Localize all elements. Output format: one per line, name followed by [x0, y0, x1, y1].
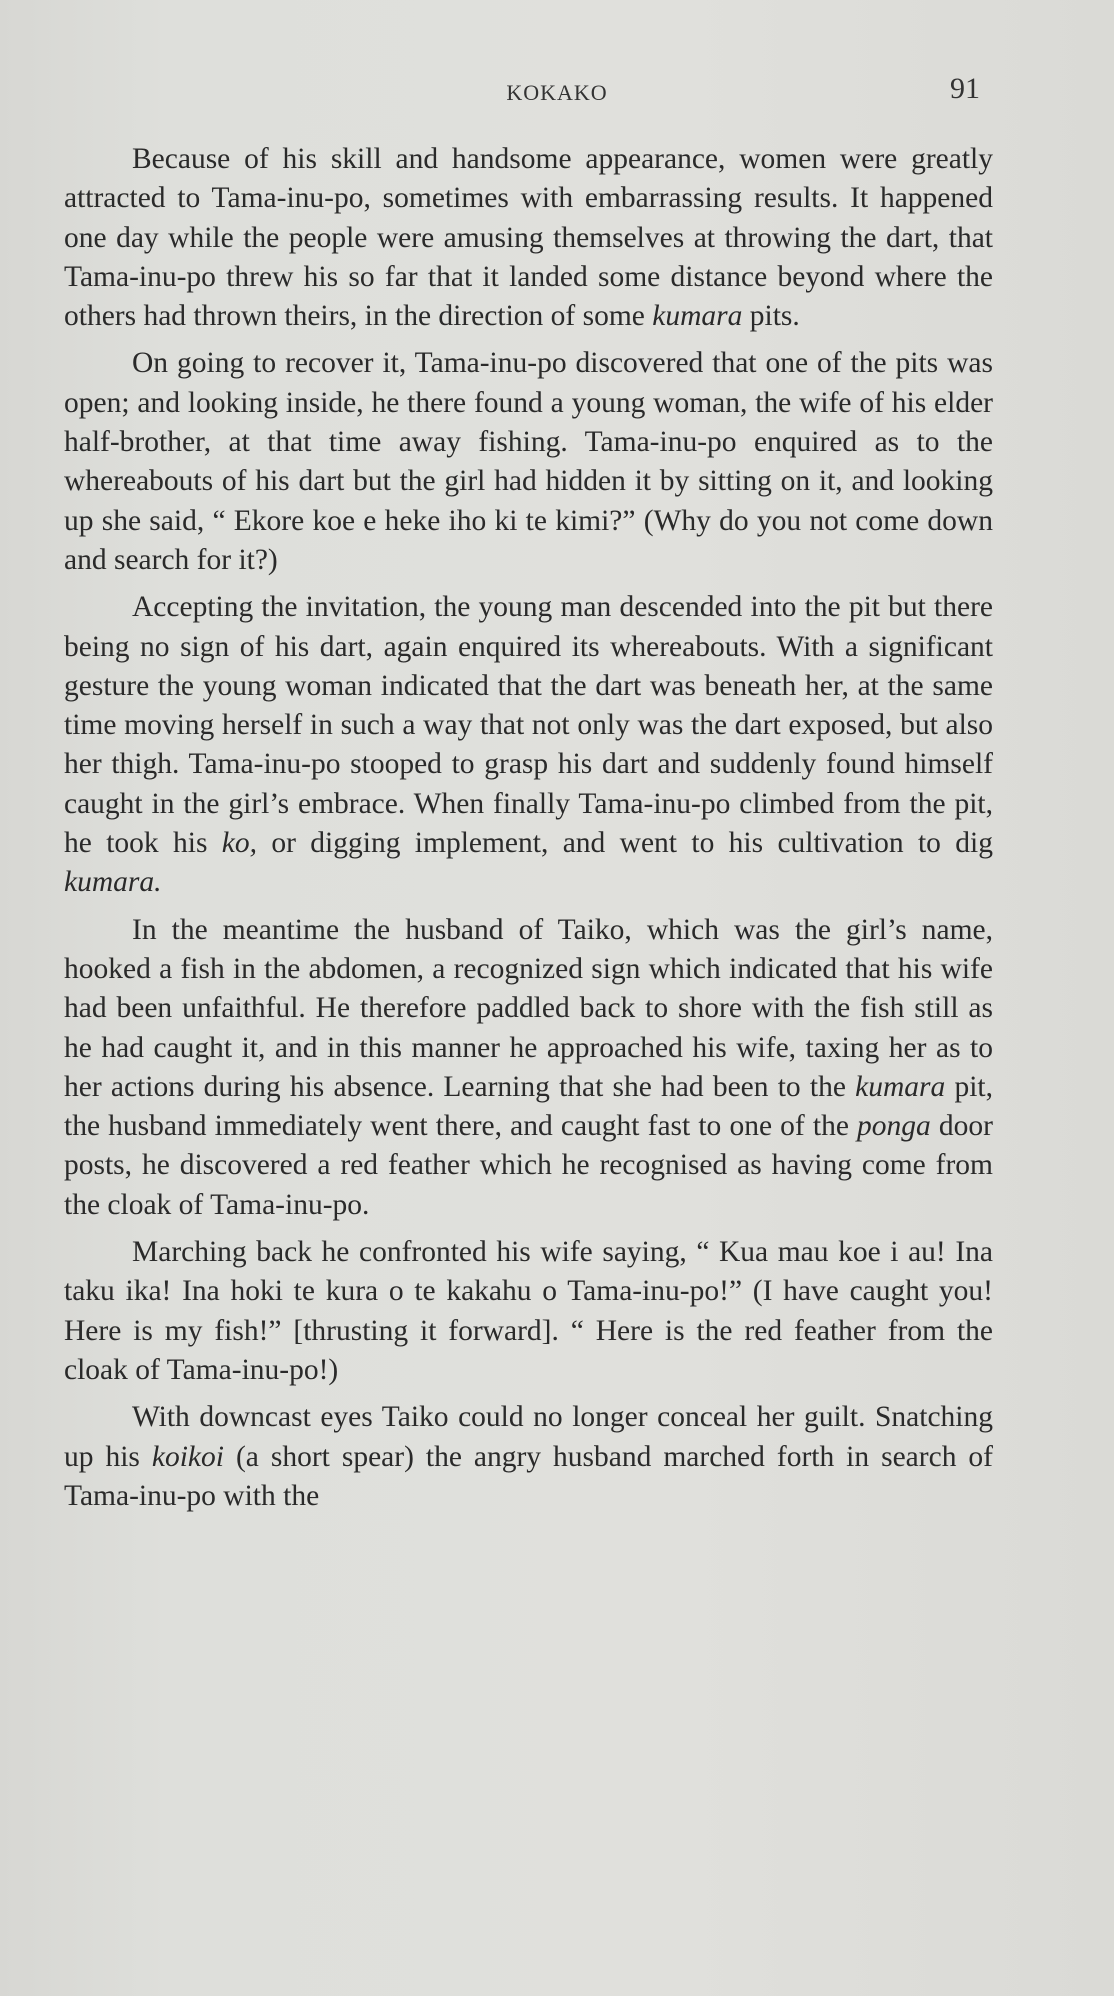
text-run: In the meantime the husband of Taiko, which was the girl’s name, hooked a fish in the abdomen, a recognized sign which indicated that his wife had been unfaithful. He therefore paddled back to shore with the fish still as he had caught it, and in this manner he approached his wife, taxing her as to her actions during his absence. Learning that she had been to the	[64, 913, 993, 1103]
text-run: pits.	[742, 300, 800, 333]
italic-term: ko,	[221, 827, 258, 860]
text-run: Because of his skill and handsome appearance, women were greatly attracted to Tama-inu-po, sometimes with embarrassing results. It happened one day while the people were amusing themselves at throwing the dart, that Tama-inu-po threw his so far that it landed some distance beyond where the others had thrown theirs, in the direction of some	[64, 143, 993, 333]
running-head: KOKAKO	[506, 80, 608, 105]
text-run: Marching back he confronted his wife saying, “ Kua mau koe i au! Ina taku ika! Ina hoki te kura o te kakahu o Tama-inu-po!” (I have caught you! Here is my fish!” [thrusting it forward]. “ Here is the red feather from the cloak of Tama-inu-po!)	[64, 1236, 993, 1386]
text-run: On going to recover it, Tama-inu-po discovered that one of the pits was open; and looking inside, he there found a young woman, the wife of his elder half-brother, at that time away fishing. Tama-inu-po enquired as to the whereabouts of his dart but the girl had hidden it by sitting on it, and looking up she said, “ Ekore koe e heke iho ki te kimi?” (Why do you not come down and search for it?)	[64, 347, 993, 576]
italic-term: kumara	[652, 300, 743, 333]
italic-term: ponga	[857, 1110, 931, 1143]
paragraph	[64, 1233, 993, 1390]
paragraph	[64, 140, 993, 336]
paragraph	[64, 911, 993, 1225]
paragraph	[64, 588, 993, 902]
italic-term: kumara	[855, 1070, 946, 1103]
italic-term: koikoi	[151, 1440, 224, 1473]
page-number: 91	[950, 72, 980, 105]
text-run: (a short spear) the angry husband marched forth in search of Tama-inu-po with the	[64, 1440, 993, 1512]
text-run: door posts, he discovered a red feather which he recognised as having come from the cloak of Tama-inu-po.	[64, 1110, 994, 1221]
text-run: Accepting the invitation, the young man descended into the pit but there being no sign of his dart, again enquired its whereabouts. With a significant gesture the young woman indicated that the dart was beneath her, at the same time moving herself in such a way that not only was the dart exposed, but also her thigh. Tama-inu-po stooped to grasp his dart and suddenly found himself caught in the girl’s embrace. When finally Tama-inu-po climbed from the pit, he took his	[64, 591, 993, 860]
italic-term: kumara.	[64, 866, 162, 899]
body-text	[64, 140, 993, 1516]
page-header	[0, 72, 1114, 112]
text-run: With downcast eyes Taiko could no longer conceal her guilt. Snatching up his	[64, 1401, 993, 1473]
text-run: or digging implement, and went to his cultivation to dig	[257, 827, 993, 860]
text-run: pit, the husband immediately went there, and caught fast to one of the	[64, 1070, 993, 1143]
paragraph	[64, 1398, 993, 1516]
paragraph	[64, 344, 993, 580]
